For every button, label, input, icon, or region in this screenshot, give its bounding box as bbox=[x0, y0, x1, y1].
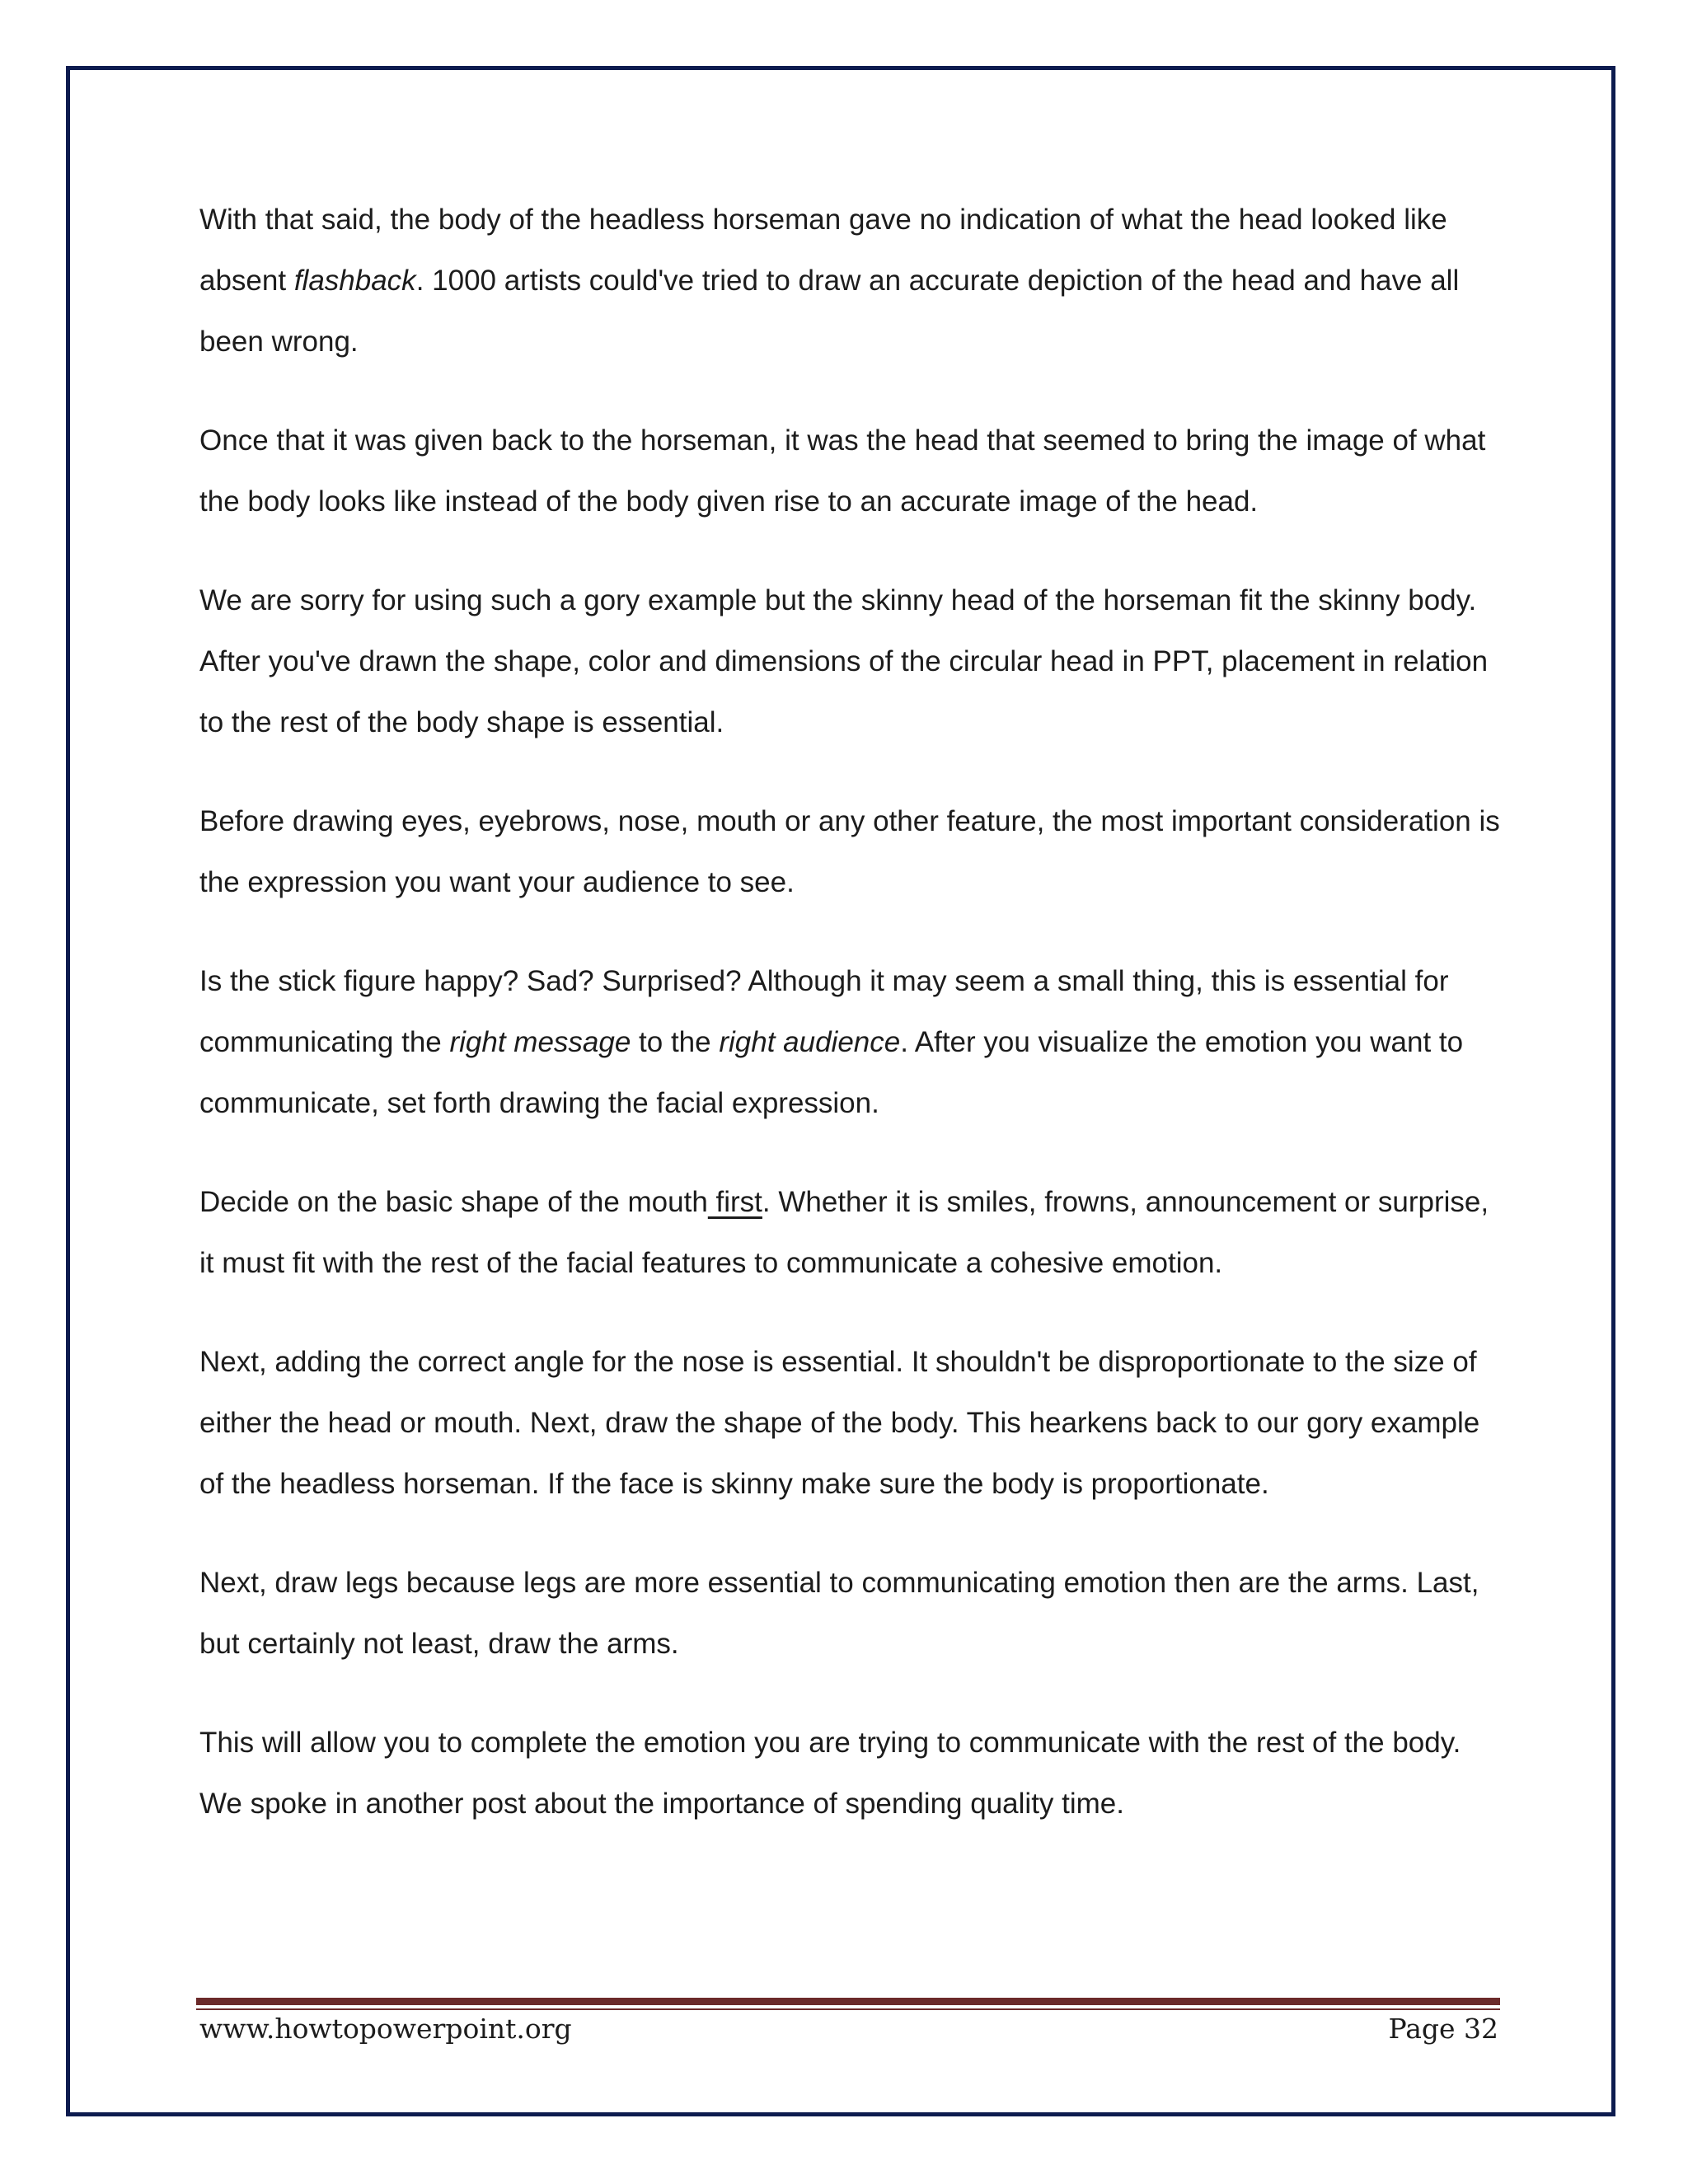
paragraph-6-text-a: Decide on the basic shape of the mouth bbox=[199, 1186, 708, 1218]
paragraph-5-text-c: . After you visualize the emotion you want to communicate, set forth drawing the facial expression. bbox=[199, 1026, 1464, 1119]
paragraph-4: Before drawing eyes, eyebrows, nose, mouth or any other feature, the most important consideration is the expression you want your audience to see. bbox=[199, 805, 1500, 898]
footer-rule-thick bbox=[196, 1998, 1500, 2005]
page-footer bbox=[199, 2013, 1498, 2054]
paragraph-5-text-b: to the bbox=[631, 1026, 720, 1058]
paragraph-9: This will allow you to complete the emotion you are trying to communicate with the rest of the body. We spoke in another post about the importance of spending quality time. bbox=[199, 1727, 1461, 1820]
paragraph-6-text-b: . Whether it is smiles, frowns, announcement or surprise, it must fit with the rest of the facial features to communicate a cohesive emotion. bbox=[199, 1186, 1489, 1279]
paragraph-1-text-b: . 1000 artists could've tried to draw an accurate depiction of the head and have all been wrong. bbox=[199, 265, 1460, 358]
paragraph-5 bbox=[199, 951, 1502, 1134]
footer-rule-thin bbox=[196, 2008, 1500, 2010]
paragraph-1-italic: flashback bbox=[293, 265, 416, 297]
footer-website: www.howtopowerpoint.org bbox=[199, 2013, 572, 2045]
paragraph-6-underlined: first bbox=[707, 1186, 762, 1218]
paragraph-8: Next, draw legs because legs are more essential to communicating emotion then are the arms. Last, but certainly not least, draw the arms. bbox=[199, 1567, 1479, 1660]
footer-page-number: Page 32 bbox=[1388, 2013, 1498, 2045]
document-body bbox=[199, 190, 1502, 1872]
paragraph-7: Next, adding the correct angle for the nose is essential. It shouldn't be disproportionate to the size of either the head or mouth. Next, draw the shape of the body. This hearkens back to our gory example of the headless horseman. If the face is skinny make sure the body is proportionate. bbox=[199, 1346, 1480, 1500]
paragraph-1-text-a: With that said, the body of the headless horseman gave no indication of what the head looked like absent bbox=[199, 204, 1447, 297]
paragraph-5-italic-2: right audience bbox=[719, 1026, 901, 1058]
paragraph-5-text-a: Is the stick figure happy? Sad? Surprised? Although it may seem a small thing, this is essential for communicating the bbox=[199, 965, 1449, 1058]
paragraph-5-italic-1: right message bbox=[449, 1026, 631, 1058]
paragraph-2: Once that it was given back to the horseman, it was the head that seemed to bring the image of what the body looks like instead of the body given rise to an accurate image of the head. bbox=[199, 424, 1486, 518]
paragraph-6 bbox=[199, 1172, 1502, 1294]
paragraph-3: We are sorry for using such a gory example but the skinny head of the horseman fit the skinny body. After you've drawn the shape, color and dimensions of the circular head in PPT, placement in relation to the rest of the body shape is essential. bbox=[199, 584, 1489, 738]
paragraph-1 bbox=[199, 190, 1502, 373]
